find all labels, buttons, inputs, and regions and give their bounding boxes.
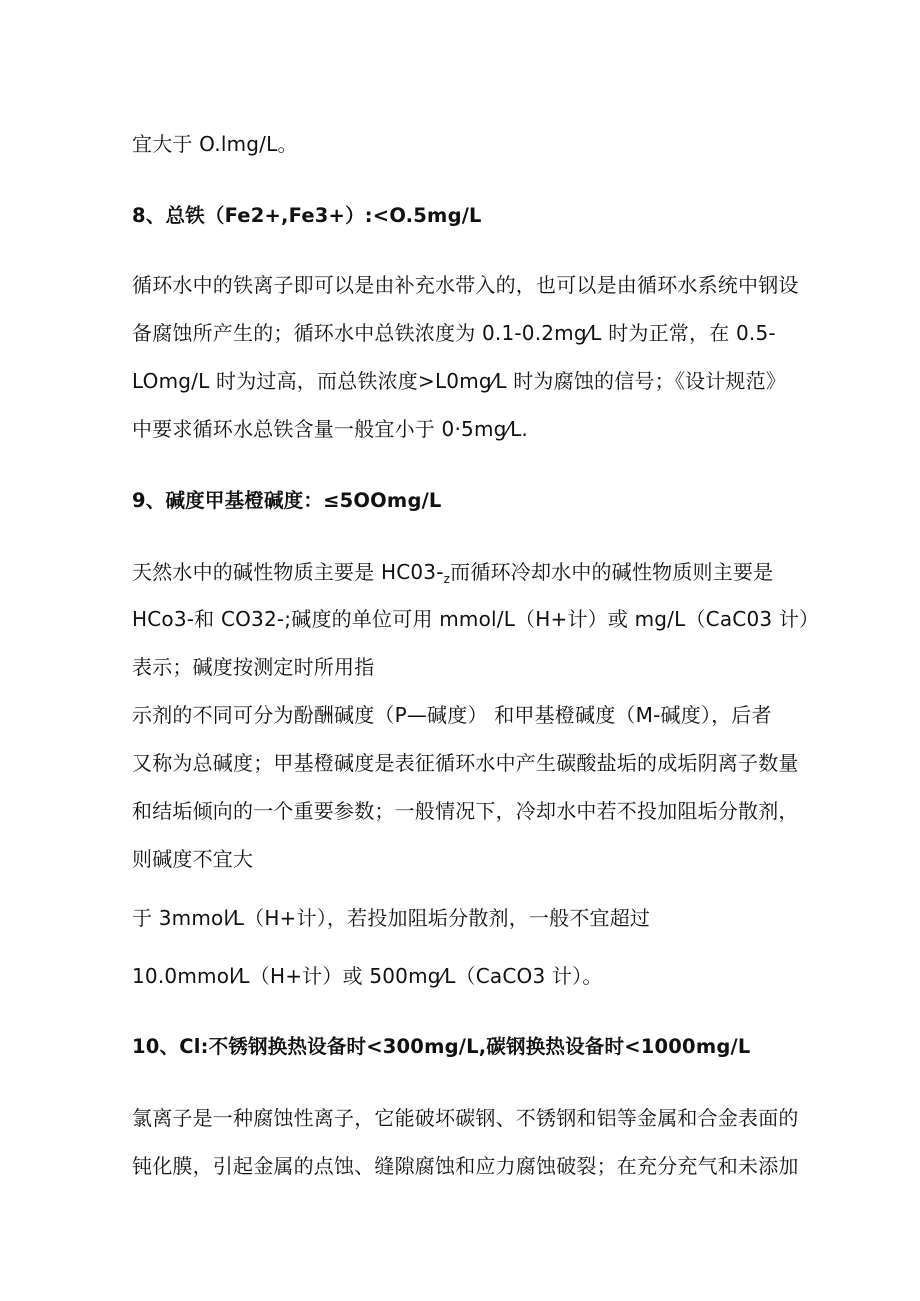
section-9-line-5: 又称为总碱度；甲基橙碱度是表征循环水中产生碳酸盐垢的成垢阴离子数量 (132, 751, 799, 775)
section-9-line-3: 表示；碱度按测定时所用指 (132, 655, 375, 679)
section-9-heading: 9、碱度甲基橙碱度：≤5OOmg/L (132, 489, 442, 512)
section-8-line-3: LOmg/L 时为过高，而总铁浓度>L0mg⁄L 时为腐蚀的信号；《设计规范》 (132, 369, 787, 393)
section-10-line-1: 氯离子是一种腐蚀性离子，它能破坏碳钢、不锈钢和铝等金属和合金表面的 (132, 1106, 799, 1130)
section-10-heading: 10、Cl:不锈钢换热设备时<300mg/L,碳钢换热设备时<1000mg/L (132, 1035, 751, 1058)
section-9-line-1-main: 天然水中的碱性物质主要是 HC03- (132, 560, 444, 584)
section-8-heading: 8、总铁（Fe2+,Fe3+）:<O.5mg/L (132, 204, 482, 227)
section-8-line-4: 中要求循环水总铁含量一般宜小于 0·5mg⁄L. (132, 417, 528, 441)
section-8-line-1: 循环水中的铁离子即可以是由补充水带入的，也可以是由循环水系统中钢设 (132, 273, 799, 297)
section-9-line-7: 则碱度不宜大 (132, 847, 254, 871)
section-9-line-2: HCo3-和 CO32-;碱度的单位可用 mmol/L（H+计）或 mg/L（CaC03 计） (132, 607, 820, 631)
section-9-line-4: 示剂的不同可分为酚酬碱度（P—碱度） 和甲基橙碱度（M-碱度），后者 (132, 703, 772, 727)
section-9-line-1-subscript: z (443, 572, 451, 586)
section-9-line-1-rest: 而循环冷却水中的碱性物质则主要是 (450, 560, 774, 584)
intro-line: 宜大于 O.lmg/L。 (132, 132, 298, 156)
section-9-line-9: 10.0mmol⁄L（H+计）或 500mg⁄L（CaCO3 计）。 (132, 964, 603, 988)
section-9-line-6: 和结垢倾向的一个重要参数；一般情况下，冷却水中若不投加阻垢分散剂， (132, 799, 799, 823)
section-8-line-2: 备腐蚀所产生的；循环水中总铁浓度为 0.1-0.2mg⁄L 时为正常，在 0.5- (132, 321, 776, 345)
section-9-line-1 (132, 559, 773, 592)
section-10-line-2: 钝化膜，引起金属的点蚀、缝隙腐蚀和应力腐蚀破裂；在充分充气和未添加 (132, 1154, 799, 1178)
section-9-line-8: 于 3mmol⁄L（H+计），若投加阻垢分散剂，一般不宜超过 (132, 906, 651, 930)
